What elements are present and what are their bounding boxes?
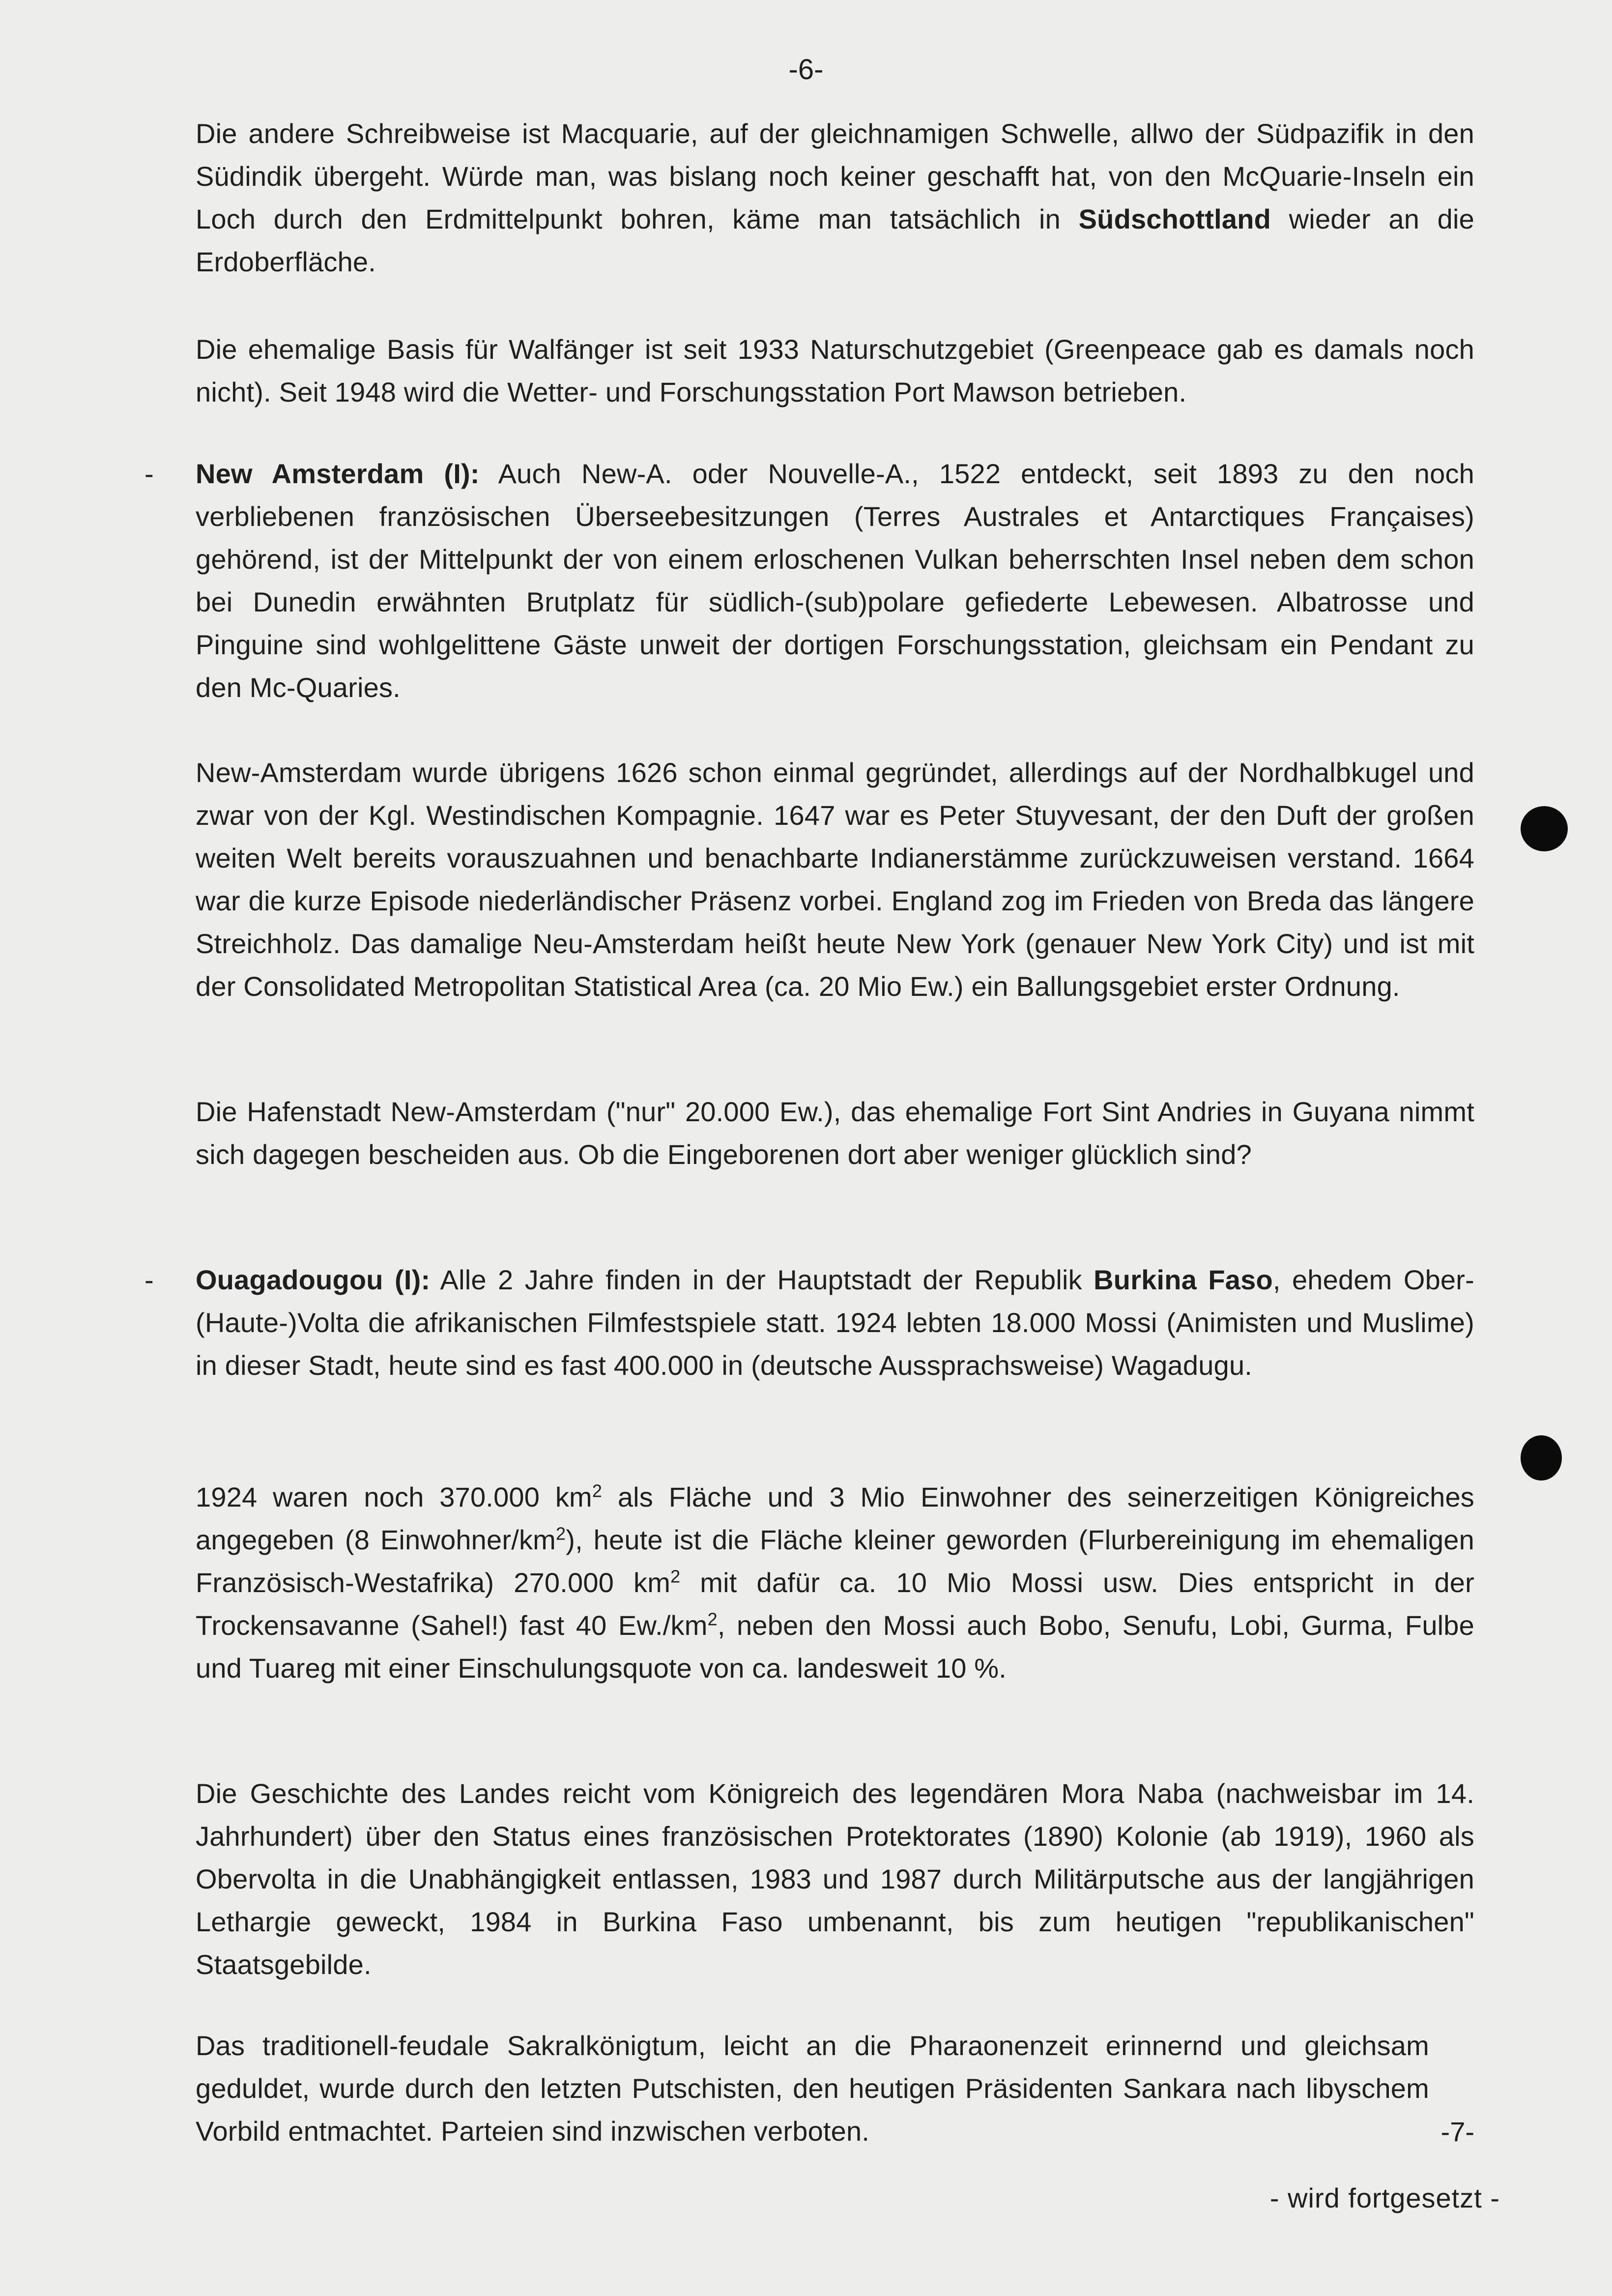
paragraph-area-population [196,1476,1474,1689]
paragraph-sakralkoenigtum: Das traditionell-feudale Sakralkönigtum, leicht an die Pharaonenzeit erinnernd und gleichsam geduldet, wurde durch den letzten Putschisten, den heutigen Präsidenten Sankara nach libyschem Vorbild entmachtet. Parteien sind inzwischen verboten. [196,2030,1429,2147]
punch-hole-mark [1521,806,1568,851]
area-text-5: , neben den Mossi auch Bobo, Senufu, Lobi, Gurma, Fulbe und Tuareg mit einer Einschulungsquote von ca. landesweit 10 %. [196,1610,1474,1684]
paragraph-new-york-history: New-Amsterdam wurde übrigens 1626 schon einmal gegründet, allerdings auf der Nordhalbkugel und zwar von der Kgl. Westindischen Kompagnie. 1647 war es Peter Stuyvesant, der den Duft der großen weiten Welt bereits vorauszuahnen und benachbarte Indianerstämme zurückzuweisen verstand. 1664 war die kurze Episode niederländischer Präsenz vorbei. England zog im Frieden von Breda das längere Streichholz. Das damalige Neu-Amsterdam heißt heute New York (genauer New York City) und ist mit der Consolidated Metropolitan Statistical Area (ca. 20 Mio Ew.) ein Ballungsgebiet erster Ordnung. [196,757,1474,1002]
paragraph-ouagadougou-text-a: Alle 2 Jahre finden in der Hauptstadt der Republik [430,1264,1094,1295]
punch-hole-mark [1521,1435,1562,1481]
area-text-3: ), heute ist die Fläche kleiner geworden (Flurbereinigung im ehemaligen Französisch-Westafrika) 270.000 km [196,1524,1474,1598]
paragraph-ouagadougou-text-b: , ehedem Ober-(Haute-)Volta die afrikanischen Filmfestspiele statt. 1924 lebten 18.000 Mossi (Animisten und Muslime) in dieser Stadt, heute sind es fast 400.000 in (deutsche Aussprachsweise) Wagadugu. [196,1264,1474,1381]
paragraph-macquarie-text-b: wieder an die Erdoberfläche. [196,203,1474,277]
page-number-next: -7- [1440,2116,1474,2147]
superscript-2: 2 [592,1481,603,1501]
page-number-top: -6- [788,54,824,86]
paragraph-macquarie-text-a: Die andere Schreibweise ist Macquarie, auf der gleichnamigen Schwelle, allwo der Südpazifik in den Südindik übergeht. Würde man, was bislang noch keiner geschafft hat, von den McQuarie-Inseln ein Loch durch den Erdmittelpunkt bohren, käme man tatsächlich in [196,118,1474,234]
bold-burkina-faso: Burkina Faso [1094,1264,1273,1295]
paragraph-new-amsterdam-text: Auch New-A. oder Nouvelle-A., 1522 entdeckt, seit 1893 zu den noch verbliebenen französischen Überseebesitzungen (Terres Australes et Antarctiques Françaises) gehörend, ist der Mittelpunkt der von einem erloschenen Vulkan beherrschten Insel neben dem schon bei Dunedin erwähnten Brutplatz für südlich-(sub)polare gefiederte Lebewesen. Albatrosse und Pinguine sind wohlgelittene Gäste unweit der dortigen Forschungsstation, gleichsam ein Pendant zu den Mc-Quaries. [196,458,1474,703]
heading-new-amsterdam: New Amsterdam (I): [196,458,480,489]
area-text-1: 1924 waren noch 370.000 km [196,1482,592,1512]
continued-note: - wird fortgesetzt - [1269,2182,1500,2213]
paragraph-new-amsterdam [196,452,1474,709]
bullet-dash-ouagadougou: - [144,1264,154,1295]
superscript-2: 2 [556,1523,566,1544]
bold-suedschottland: Südschottland [1078,203,1271,234]
paragraph-macquarie [196,112,1474,283]
heading-ouagadougou: Ouagadougou (I): [196,1264,431,1295]
paragraph-ouagadougou [196,1258,1474,1387]
paragraph-walfaenger-basis: Die ehemalige Basis für Walfänger ist seit 1933 Naturschutzgebiet (Greenpeace gab es damals noch nicht). Seit 1948 wird die Wetter- und Forschungsstation Port Mawson betrieben. [196,334,1474,407]
area-text-2: als Fläche und 3 Mio Einwohner des seinerzeitigen Königreiches angegeben (8 Einwohner/km [196,1482,1475,1555]
superscript-2: 2 [670,1566,681,1587]
area-text-4: mit dafür ca. 10 Mio Mossi usw. Dies entspricht in der Trockensavanne (Sahel!) fast 40 Ew./km [196,1567,1474,1641]
paragraph-guyana: Die Hafenstadt New-Amsterdam ("nur" 20.000 Ew.), das ehemalige Fort Sint Andries in Guyana nimmt sich dagegen bescheiden aus. Ob die Eingeborenen dort aber weniger glücklich sind? [196,1096,1474,1170]
bullet-dash-new-amsterdam: - [144,458,154,489]
paragraph-history: Die Geschichte des Landes reicht vom Königreich des legendären Mora Naba (nachweisbar im 14. Jahrhundert) über den Status eines französischen Protektorates (1890) Kolonie (ab 1919), 1960 als Obervolta in die Unabhängigkeit entlassen, 1983 und 1987 durch Militärputsche aus der langjährigen Lethargie geweckt, 1984 in Burkina Faso umbenannt, bis zum heutigen "republikanischen" Staatsgebilde. [196,1778,1474,1980]
superscript-2: 2 [707,1609,718,1629]
